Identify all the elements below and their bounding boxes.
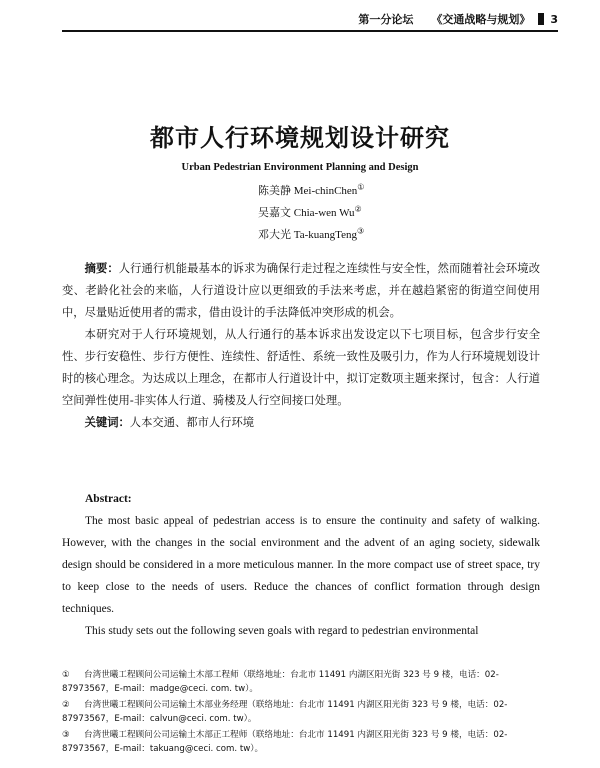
author-2 xyxy=(258,204,362,220)
abstract-cn-para-1 xyxy=(62,258,540,324)
keywords-label: 关键词： xyxy=(84,416,130,429)
abstract-cn-label: 摘要： xyxy=(84,262,119,275)
footnote-2 xyxy=(62,698,540,726)
page-number: 3 xyxy=(550,12,558,26)
keywords-text: 人本交通、都市人行环境 xyxy=(129,416,255,429)
footnote-text: 台湾世曦工程顾问公司运输土木部工程师（联络地址：台北市 11491 内湖区阳光街 323 号 9 楼，电话：02-87973567，E-mail：madge@ceci. com. tw）。 xyxy=(62,670,499,694)
footnote-mark: ③ xyxy=(62,730,70,740)
abstract-en-para-1: The most basic appeal of pedestrian access is to ensure the continuity and safety of walking. However, with the changes in the social environment and the advent of an aging society, sidewalk design should be considered in a more meticulous manner. In the more compact use of street space, try to keep close to the needs of users. Reduce the chances of conflict formation through design techniques. xyxy=(62,515,540,615)
abstract-cn-text: 人行通行机能最基本的诉求为确保行走过程之连续性与安全性，然而随着社会环境改变、老龄化社会的来临，人行道设计应以更细致的手法来考虑，并在越趋紧密的街道空间使用中，尽量贴近使用者的需求，借由设计的手法降低冲突形成的机会。 xyxy=(62,262,540,319)
header-rule xyxy=(62,30,558,32)
abstract-cn xyxy=(62,258,540,434)
footnote-mark: ① xyxy=(62,670,70,680)
keywords xyxy=(62,412,540,434)
header-journal: 《交通战略与规划》 xyxy=(431,13,531,26)
abstract-en-para-2: This study sets out the following seven goals with regard to pedestrian environmental xyxy=(85,625,479,637)
abstract-en xyxy=(62,488,540,642)
author-name: 邓大光 Ta-kuangTeng xyxy=(258,229,357,241)
footnote-text: 台湾世曦工程顾问公司运输土木部正工程师（联络地址：台北市 11491 内湖区阳光街 323 号 9 楼，电话：02-87973567，E-mail：takuang@ceci. com. tw）。 xyxy=(62,730,508,754)
author-mark: ① xyxy=(357,182,365,192)
running-header xyxy=(300,10,558,28)
header-marker xyxy=(538,13,544,25)
footnote-1 xyxy=(62,668,540,696)
abstract-en-label: Abstract: xyxy=(85,493,132,505)
footnote-text: 台湾世曦工程顾问公司运输土木部业务经理（联络地址：台北市 11491 内湖区阳光街 323 号 9 楼，电话：02-87973567，E-mail：calvun@ceci. com. tw）。 xyxy=(62,700,508,724)
paper-title: 都市人行环境规划设计研究 xyxy=(150,124,450,152)
abstract-cn-para-2: 本研究对于人行环境规划，从人行通行的基本诉求出发设定以下七项目标，包含步行安全性、步行安稳性、步行方便性、连续性、舒适性、系统一致性及吸引力，作为人行环境规划设计时的核心理念。为达成以上理念，在都市人行道设计中，拟订定数项主题来探讨，包含：人行道空间弹性使用-非实体人行道、骑楼及人行空间接口处理。 xyxy=(62,328,540,407)
author-mark: ② xyxy=(354,204,362,214)
author-name: 陈美静 Mei-chinChen xyxy=(258,185,358,197)
author-1 xyxy=(258,182,364,198)
footnote-mark: ② xyxy=(62,700,70,710)
footnotes xyxy=(62,668,540,758)
author-mark: ③ xyxy=(356,226,365,236)
author-3 xyxy=(258,226,364,242)
paper-subtitle: Urban Pedestrian Environment Planning and Design xyxy=(181,162,419,173)
author-name: 吴嘉文 Chia-wen Wu xyxy=(258,207,355,219)
header-section: 第一分论坛 xyxy=(358,13,414,26)
footnote-3 xyxy=(62,728,540,756)
